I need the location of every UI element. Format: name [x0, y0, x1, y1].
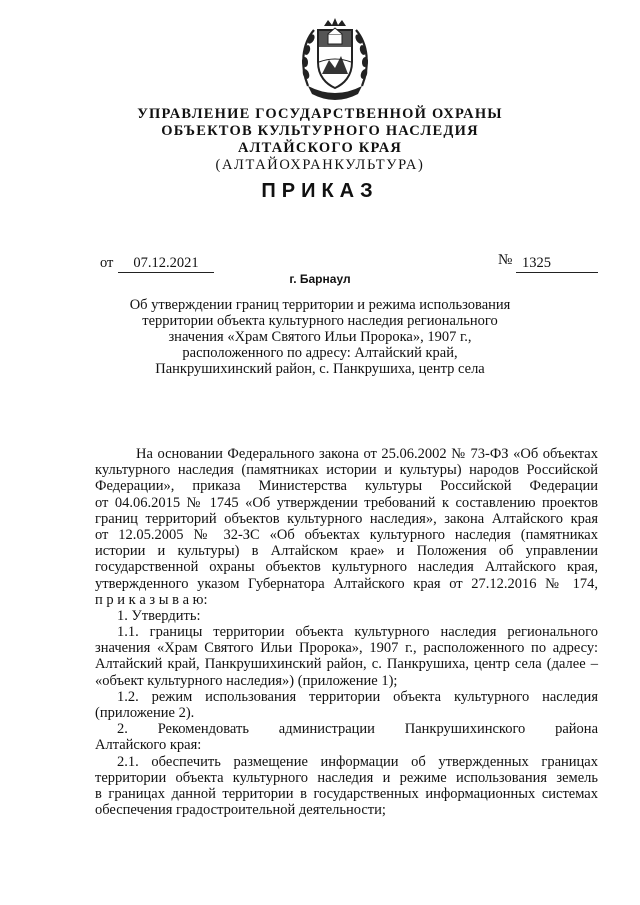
item-1-1-line: 1.1. границы территории объекта культурного наследия регионального [117, 624, 598, 641]
item-2-1-line: 2.1. обеспечить размещение информации об утвержденных границах [117, 753, 598, 770]
item-2-line: 2. Рекомендовать администрации Панкрушихинского района [117, 721, 598, 738]
body-line: от 12.05.2005 № 32-ЗС «Об объектах культурного наследия (памятниках [95, 526, 598, 543]
body-line: утвержденного указом Губернатора Алтайского края от 27.12.2016 № 174, [95, 575, 598, 592]
body-line: Федерации», приказа Министерства культуры Российской Федерации [95, 478, 598, 495]
subject-line: значения «Храм Святого Ильи Пророка», 1907 г., [168, 329, 472, 345]
item-2-1-line: в границах данной территории в государственных информационных системах [95, 785, 598, 802]
agency-name-line-3: АЛТАЙСКОГО КРАЯ [237, 140, 403, 156]
subject-line: территории объекта культурного наследия регионального [142, 313, 498, 329]
body-line: культурного наследия (памятниках истории и культуры) народов Российской [95, 462, 598, 479]
date-prefix: от [100, 255, 114, 271]
coat-of-arms-emblem [298, 16, 372, 104]
body-line: истории и культуры) в Алтайском крае» и Положения об управлении [95, 543, 598, 560]
order-word: п р и к а з ы в а ю: [95, 591, 208, 608]
item-2-line: Алтайского края: [95, 737, 202, 754]
order-date: 07.12.2021 [118, 255, 214, 273]
order-body [95, 446, 598, 818]
document-title: ПРИКАЗ [261, 180, 379, 202]
city-label: г. Барнаул [289, 272, 351, 286]
agency-header [0, 106, 640, 174]
body-line: На основании Федерального закона от 25.06.2002 № 73-ФЗ «Об объектах [136, 446, 598, 462]
agency-name-line-1: УПРАВЛЕНИЕ ГОСУДАРСТВЕННОЙ ОХРАНЫ [137, 106, 503, 122]
agency-abbreviation: (АЛТАЙОХРАНКУЛЬТУРА) [215, 157, 425, 173]
number-prefix: № [498, 252, 513, 268]
item-1: 1. Утвердить: [117, 607, 201, 624]
body-line: государственной охраны объектов культурного наследия Алтайского края, [95, 559, 598, 576]
item-2-1-line: территории объекта культурного наследия и режиме использования земель [95, 769, 598, 786]
item-1-2-line: (приложение 2). [95, 705, 195, 721]
order-subject [100, 297, 540, 377]
agency-name-line-2: ОБЪЕКТОВ КУЛЬТУРНОГО НАСЛЕДИЯ [161, 123, 479, 139]
subject-line: Панкрушихинский район, с. Панкрушиха, центр села [155, 361, 485, 377]
body-line: от 04.06.2015 № 1745 «Об утверждении требований к составлению проектов [95, 494, 598, 511]
item-1-2-line: 1.2. режим использования территории объекта культурного наследия [117, 688, 598, 705]
item-2-1-line: обеспечения градостроительной деятельности; [95, 802, 386, 819]
order-number: 1325 [516, 255, 598, 273]
body-line: границ территорий объектов культурного наследия», закона Алтайского края [95, 510, 598, 527]
subject-line: расположенного по адресу: Алтайский край, [182, 345, 458, 361]
item-1-1-line: Алтайский край, Панкрушихинский район, с. Панкрушиха, центр села (далее – [95, 656, 598, 673]
item-1-1-line: «объект культурного наследия») (приложение 1); [95, 672, 398, 689]
subject-line: Об утверждении границ территории и режима использования [129, 297, 511, 313]
item-1-1-line: значения «Храм Святого Ильи Пророка», 1907 г., расположенного по адресу: [95, 640, 598, 657]
